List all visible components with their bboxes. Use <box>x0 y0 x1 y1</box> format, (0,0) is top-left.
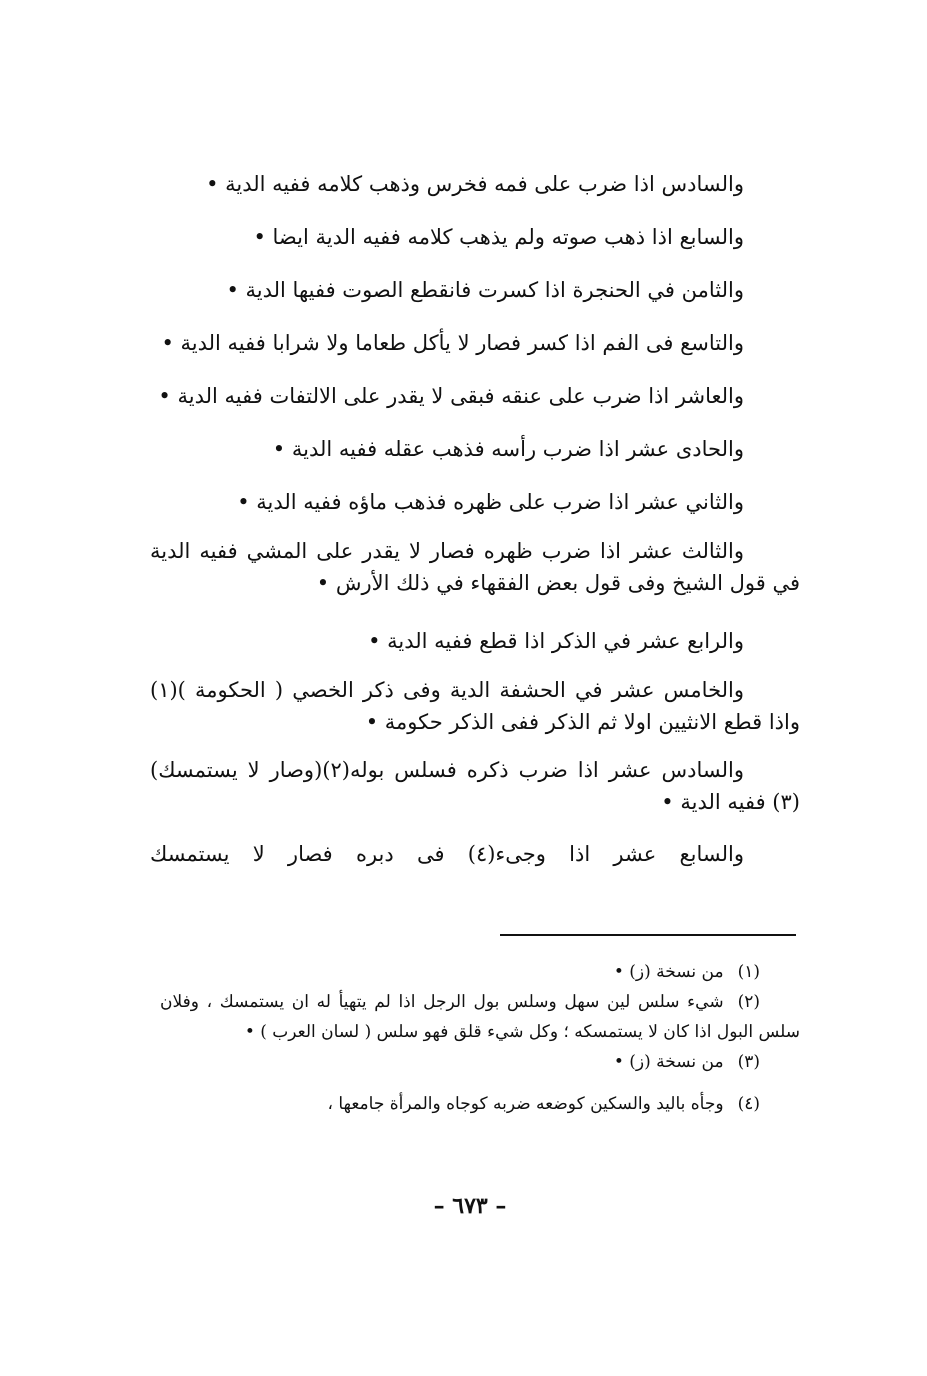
footnote-2 <box>160 987 800 1047</box>
paragraph-10: والخامس عشر في الحشفة الدية وفى ذكر الخصي ( الحكومة )(١) واذا قطع الانثيين اولا ثم الذكر ففى الذكر حكومة • <box>150 678 800 734</box>
paragraph-4: والتاسع فى الفم اذا كسر فصار لا يأكل طعاما ولا شرابا ففيه الدية • <box>161 331 744 355</box>
paragraph-12: والسابع عشر اذا وجىء(٤) فى دبره فصار لا يستمسك <box>150 842 745 866</box>
footnote-divider <box>500 934 796 936</box>
footnote-number: (٢) <box>737 992 760 1012</box>
footnote-text: من نسخة (ز) • <box>613 962 724 982</box>
footnote-number: (٣) <box>737 1052 760 1072</box>
footnote-number: (٤) <box>737 1094 760 1114</box>
paragraph-2: والسابع اذا ذهب صوته ولم يذهب كلامه ففيه الدية ايضا • <box>253 225 744 249</box>
paragraph-8: والثالث عشر اذا ضرب ظهره فصار لا يقدر على المشي ففيه الدية في قول الشيخ وفى قول بعض الفقهاء في ذلك الأرش • <box>150 539 800 595</box>
paragraph-11: والسادس عشر اذا ضرب ذكره فسلس بوله(٢)(وصار لا يستمسك)(٣) ففيه الدية • <box>150 758 800 814</box>
main-text <box>150 158 800 874</box>
paragraph-7: والثاني عشر اذا ضرب على ظهره فذهب ماؤه ففيه الدية • <box>237 490 744 514</box>
footnote-1 <box>160 957 800 987</box>
footnote-3 <box>160 1047 800 1077</box>
footnotes <box>160 957 800 1119</box>
paragraph-6: والحادى عشر اذا ضرب رأسه فذهب عقله ففيه الدية • <box>272 437 744 461</box>
footnote-text: من نسخة (ز) • <box>613 1052 724 1072</box>
paragraph-3: والثامن في الحنجرة اذا كسرت فانقطع الصوت ففيها الدية • <box>226 278 744 302</box>
paragraph-1: والسادس اذا ضرب على فمه فخرس وذهب كلامه ففيه الدية • <box>206 172 744 196</box>
footnote-text: وجأه باليد والسكين كوضعه ضربه كوجاه والمرأة جامعها ، <box>327 1094 724 1114</box>
page-number: – ٦٧٣ – <box>433 1193 507 1219</box>
paragraph-5: والعاشر اذا ضرب على عنقه فبقى لا يقدر على الالتفات ففيه الدية • <box>158 384 744 408</box>
footnote-4 <box>160 1089 800 1119</box>
footnote-number: (١) <box>737 962 760 982</box>
paragraph-9: والرابع عشر في الذكر اذا قطع ففيه الدية • <box>368 629 744 653</box>
footnote-text: شيء سلس لين سهل وسلس بول الرجل اذا لم يتهيأ له ان يستمسك ، وفلان سلس البول اذا كان لا يستمسكه ؛ وكل شيء قلق فهو سلس ( لسان العرب ) • <box>160 992 800 1042</box>
